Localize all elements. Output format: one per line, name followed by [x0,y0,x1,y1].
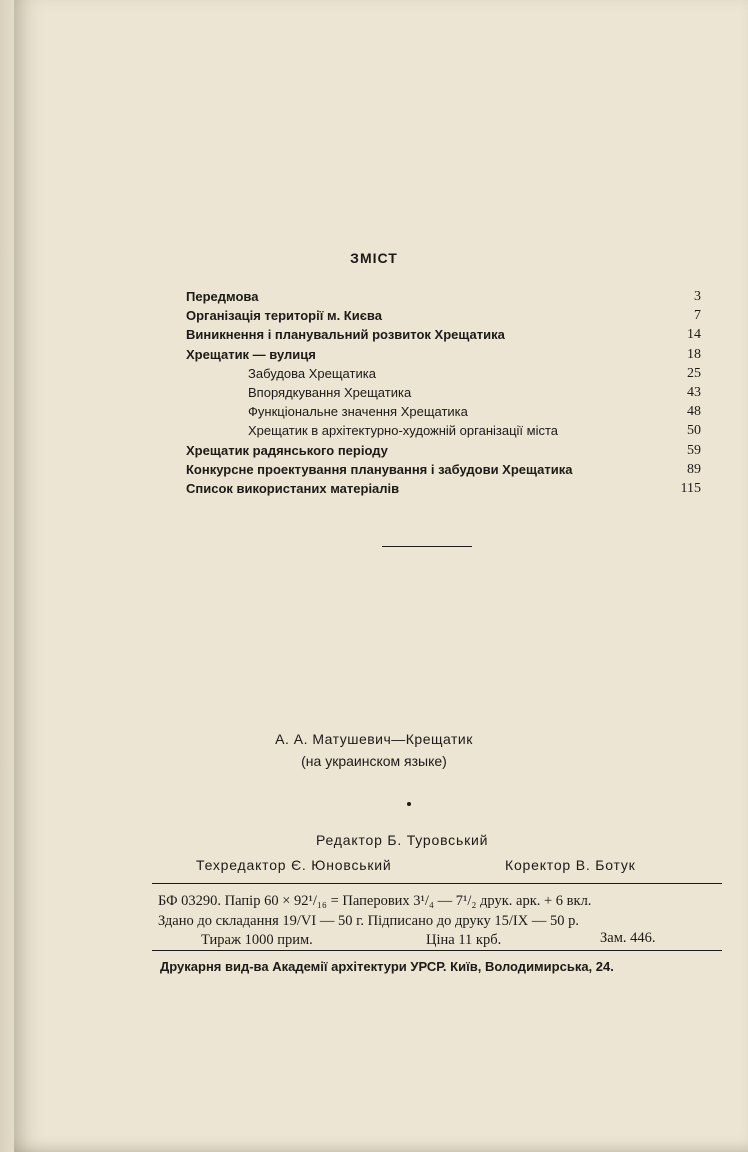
book-page [14,0,748,1152]
toc-entry [186,383,701,402]
toc-entry-title: Хрещатик — вулиця [186,346,316,362]
author-title: А. А. Матушевич—Крещатик [275,731,473,747]
toc-entry-page: 18 [687,346,701,362]
table-of-contents [186,287,701,498]
toc-entry [186,345,701,364]
toc-entry [186,460,701,479]
imprint-printer: Друкарня вид-ва Академії архітектури УРСР. Київ, Володимирська, 24. [160,959,614,974]
language-note: (на украинском языке) [301,753,447,769]
toc-entry [186,364,701,383]
printer-mark [407,802,411,806]
imprint-top-rule [152,883,722,884]
toc-entry-page: 115 [680,480,701,496]
toc-entry-title: Передмова [186,289,259,304]
toc-entry [186,287,701,306]
toc-entry-title: Хрещатик в архітектурно-художній організації міста [248,423,559,439]
toc-title: ЗМІСТ [350,250,398,266]
toc-entry-page: 59 [687,442,701,458]
editor-credit: Редактор Б. Туровський [316,832,489,848]
imprint-dates-line: Здано до складання 19/VI — 50 г. Підписано до друку 15/IX — 50 р. [158,913,579,929]
toc-entry-title: Виникнення і планувальний розвиток Хрещатика [186,327,505,343]
toc-entry-title: Хрещатик радянського періоду [186,442,388,458]
toc-entry-title: Впорядкування Хрещатика [248,384,412,400]
toc-entry-page: 3 [694,289,701,304]
proofreader-credit: Коректор В. Ботук [505,857,636,873]
tech-editor-credit: Техредактор Є. Юновський [196,857,392,873]
imprint-price: Ціна 11 крб. [426,932,502,948]
toc-entry [186,479,701,498]
toc-entry-page: 48 [687,404,701,420]
toc-entry-page: 25 [687,365,701,381]
toc-entry-page: 50 [687,423,701,439]
toc-entry-title: Конкурсне проектування планування і забудови Хрещатика [186,461,573,477]
toc-entry-page: 14 [687,327,701,343]
toc-entry [186,441,701,460]
imprint-bottom-rule [152,950,722,951]
toc-entry [186,325,701,344]
toc-entry-title: Організація території м. Києва [186,308,382,324]
toc-entry-title: Список використаних матеріалів [186,480,400,496]
section-divider [382,546,472,547]
toc-entry-page: 89 [687,461,701,477]
toc-entry-page: 7 [694,308,701,324]
toc-entry-title: Функціональне значення Хрещатика [248,404,468,420]
imprint-order: Зам. 446. [600,930,656,946]
imprint-paper-line: БФ 03290. Папір 60 × 92¹/₁₆ = Паперових 3¹/₄ — 7¹/₂ друк. арк. + 6 вкл. [158,893,592,909]
imprint-run: Тираж 1000 прим. [201,932,313,948]
toc-entry-page: 43 [687,384,701,400]
toc-entry-title: Забудова Хрещатика [248,365,376,381]
toc-entry [186,421,701,440]
toc-entry [186,402,701,421]
toc-entry [186,306,701,325]
